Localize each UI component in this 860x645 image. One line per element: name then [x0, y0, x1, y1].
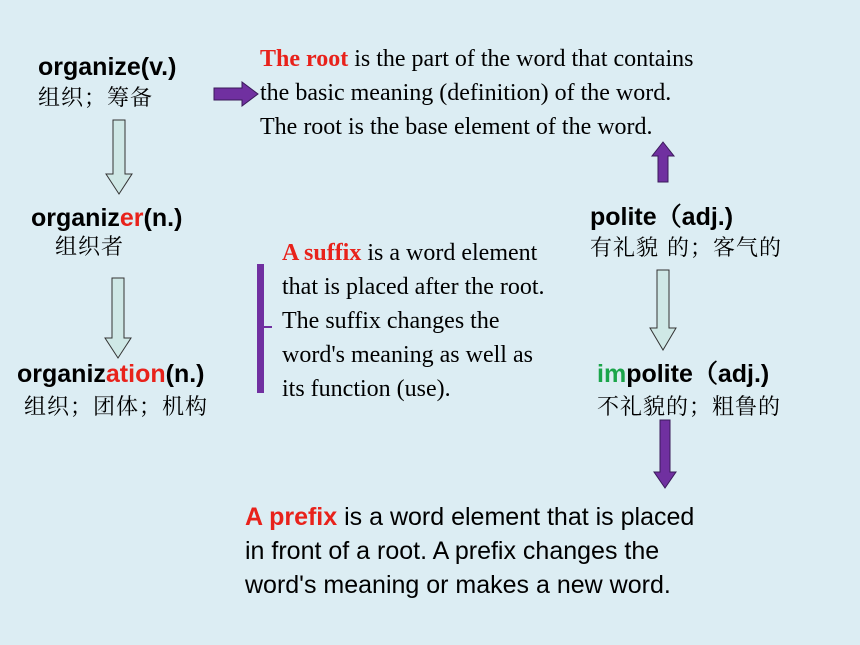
impolite-prefix: im — [597, 360, 627, 388]
suffix-line-1-rest: is a word element — [361, 240, 538, 266]
suffix-line-2: that is placed after the root. — [282, 274, 545, 300]
organization-suffix: ation — [105, 360, 166, 388]
word-organizer — [31, 203, 182, 233]
prefix-term: A prefix — [245, 503, 338, 531]
word-impolite — [597, 359, 769, 389]
word-polite: polite（adj.) — [590, 203, 734, 231]
suffix-line-5: its function (use). — [282, 376, 451, 402]
down-arrow-icon — [105, 278, 131, 358]
up-arrow-icon — [652, 142, 674, 182]
meaning-polite: 有礼貌 的；客气的 — [590, 236, 782, 261]
word-organization — [17, 359, 205, 389]
meaning-organize: 组织；筹备 — [38, 86, 154, 111]
root-line-1-rest: is the part of the word that contains — [348, 46, 694, 72]
impolite-rest: polite（adj.) — [626, 360, 770, 388]
organizer-suffix: er — [119, 204, 144, 232]
down-arrow-icon — [654, 420, 676, 488]
organizer-pos: (n.) — [143, 204, 183, 232]
suffix-definition — [282, 236, 612, 406]
right-arrow-icon — [214, 82, 258, 106]
root-term: The root — [260, 46, 349, 72]
meaning-impolite: 不礼貌的；粗鲁的 — [597, 395, 782, 420]
root-line-2: the basic meaning (definition) of the word. — [260, 80, 672, 106]
root-line-1 — [260, 42, 820, 76]
suffix-bracket — [257, 264, 264, 393]
root-line-3: The root is the base element of the word. — [260, 114, 653, 140]
prefix-line-3: word's meaning or makes a new word. — [245, 571, 671, 599]
suffix-line-1 — [282, 236, 612, 270]
suffix-line-3: The suffix changes the — [282, 308, 500, 334]
suffix-term: A suffix — [282, 240, 362, 266]
suffix-line-4: word's meaning as well as — [282, 342, 533, 368]
suffix-bracket-tick — [264, 326, 272, 328]
meaning-organizer: 组织者 — [55, 235, 125, 260]
down-arrow-icon — [106, 120, 132, 194]
prefix-line-2: in front of a root. A prefix changes the — [245, 537, 660, 565]
meaning-organization: 组织；团体；机构 — [24, 395, 209, 420]
prefix-line-1 — [245, 500, 845, 534]
organization-stem: organiz — [17, 360, 106, 388]
organizer-stem: organiz — [31, 204, 120, 232]
prefix-definition — [245, 500, 845, 602]
down-arrow-icon — [650, 270, 676, 350]
organization-pos: (n.) — [165, 360, 205, 388]
root-definition — [260, 42, 820, 144]
word-organize: organize(v.) — [38, 53, 177, 81]
prefix-line-1-rest: is a word element that is placed — [337, 503, 695, 531]
